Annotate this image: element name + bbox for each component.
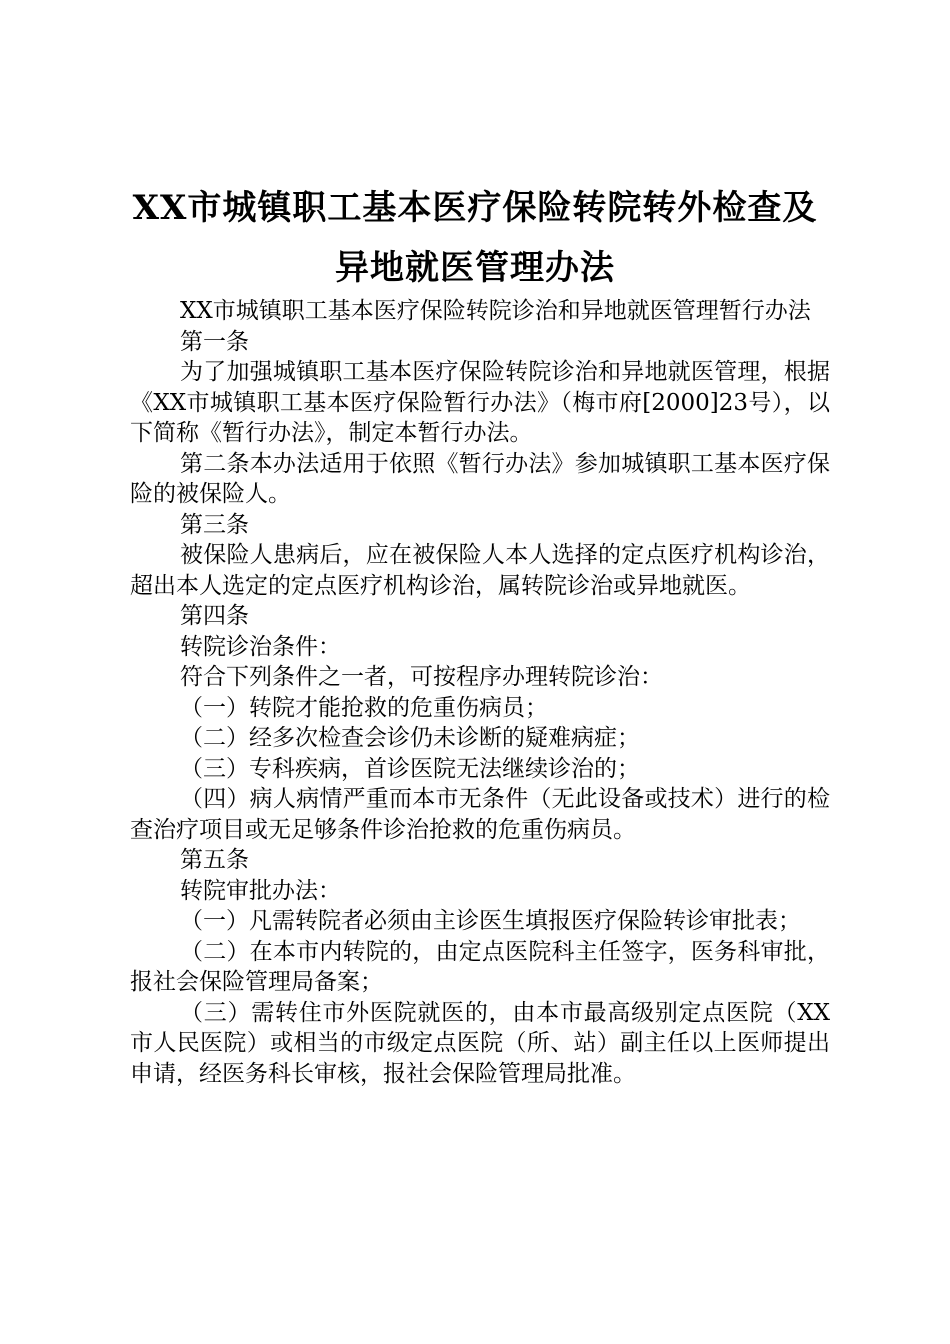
article-heading-5: 第五条: [180, 847, 249, 873]
paragraph: 转院审批办法：: [180, 877, 341, 904]
paragraph: 为了加强城镇职工基本医疗保险转院诊治和异地就医管理，根据《XX市城镇职工基本医疗保险暂行办法》（梅市府[2000]23号），以下简称《暂行办法》，制定本暂行办法。: [130, 359, 830, 446]
paragraph-subtitle: XX市城镇职工基本医疗保险转院诊治和异地就医管理暂行办法: [180, 298, 811, 324]
document-title-line-1: XX市城镇职工基本医疗保险转院转外检查及: [132, 188, 818, 228]
list-item: （一）转院才能抢救的危重伤病员；: [180, 694, 548, 721]
paragraph: 转院诊治条件：: [180, 633, 341, 660]
paragraph: 符合下列条件之一者，可按程序办理转院诊治：: [180, 664, 663, 690]
document-title-line-2: 异地就医管理办法: [335, 248, 615, 288]
article-heading-1: 第一条: [180, 328, 249, 355]
article-heading-3: 第三条: [180, 511, 249, 538]
list-item: （三）专科疾病，首诊医院无法继续诊治的；: [180, 755, 640, 782]
article-heading-4: 第四条: [180, 603, 249, 629]
list-item: （二）经多次检查会诊仍未诊断的疑难病症；: [180, 725, 640, 751]
list-item: （三）需转住市外医院就医的，由本市最高级别定点医院（XX市人民医院）或相当的市级定点医院（所、站）副主任以上医师提出申请，经医务科长审核，报社会保险管理局批准。: [130, 999, 830, 1087]
list-item: （四）病人病情严重而本市无条件（无此设备或技术）进行的检查治疗项目或无足够条件诊治抢救的危重伤病员。: [130, 786, 830, 843]
list-item: （二）在本市内转院的，由定点医院科主任签字，医务科审批，报社会保险管理局备案；: [130, 938, 830, 995]
paragraph: 第二条本办法适用于依照《暂行办法》参加城镇职工基本医疗保险的被保险人。: [130, 450, 830, 507]
list-item: （一）凡需转院者必须由主诊医生填报医疗保险转诊审批表；: [180, 908, 801, 934]
document-body: [130, 296, 830, 1089]
paragraph: 被保险人患病后，应在被保险人本人选择的定点医疗机构诊治，超出本人选定的定点医疗机构诊治，属转院诊治或异地就医。: [130, 542, 830, 599]
